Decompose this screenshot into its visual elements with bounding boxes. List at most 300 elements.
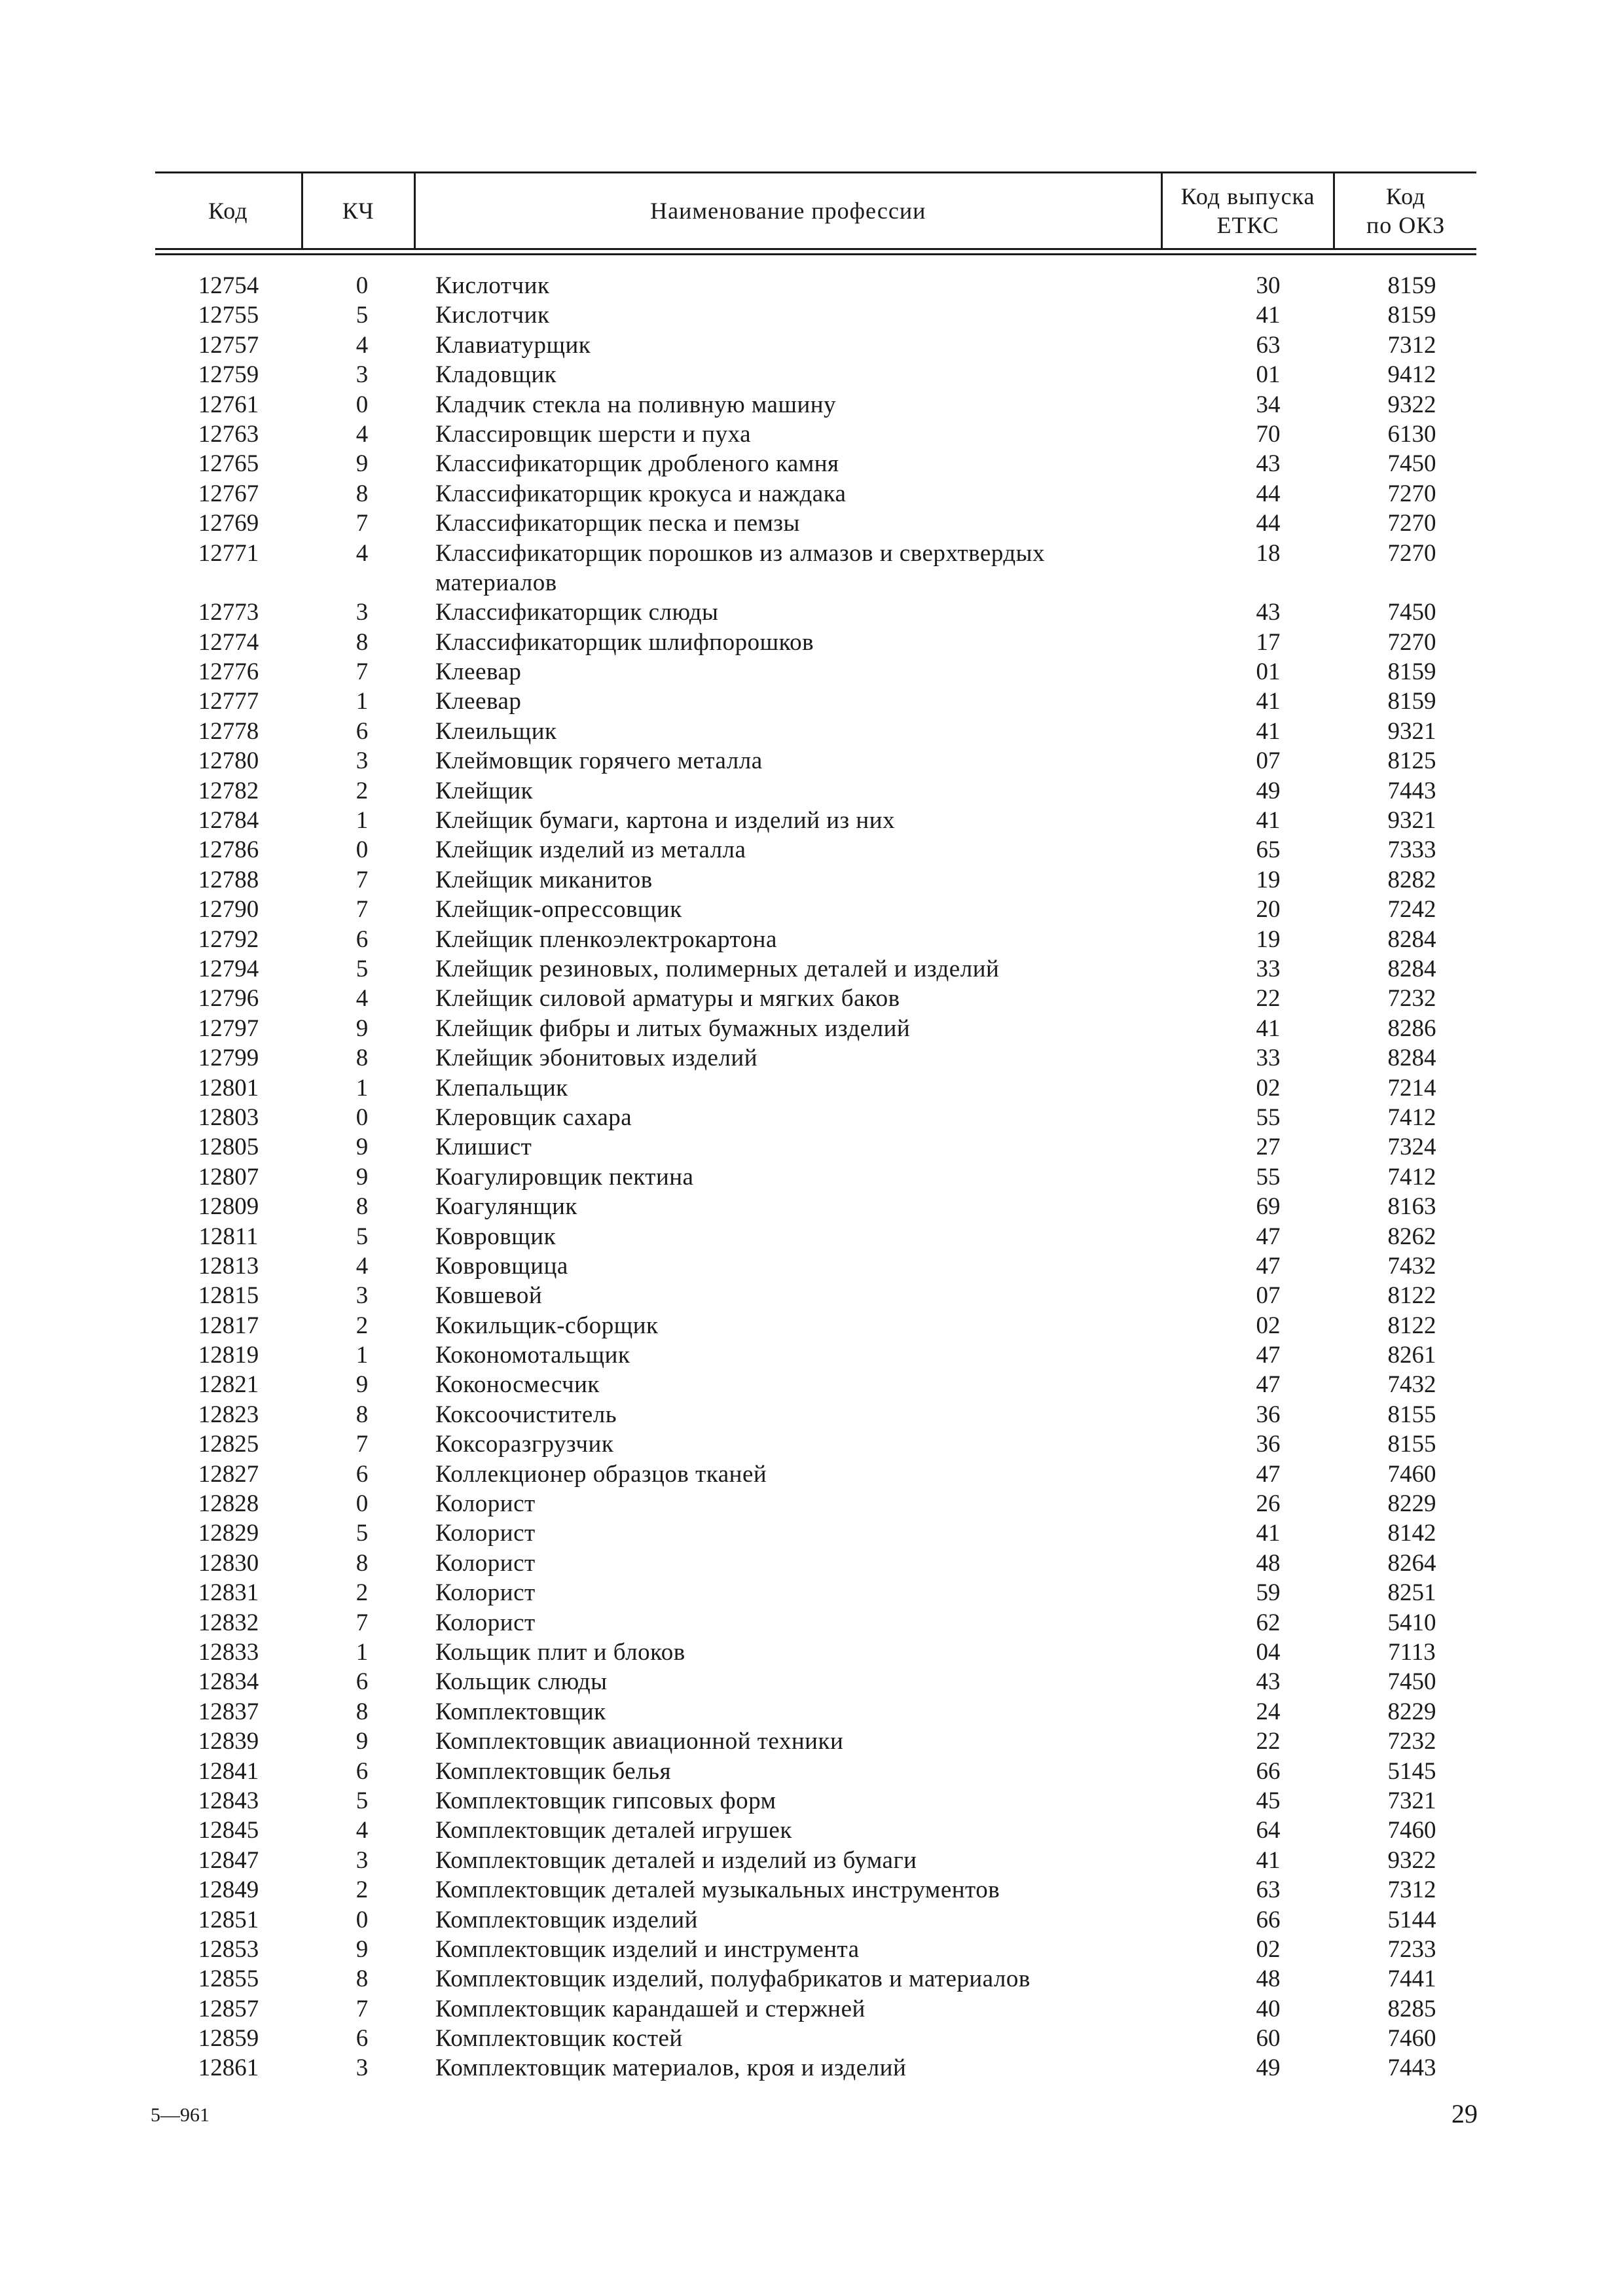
cell-okz: 8122 [1387, 1282, 1436, 1310]
cell-kch: 0 [356, 1906, 369, 1933]
cell-okz: 8262 [1387, 1223, 1436, 1250]
page-number: 29 [1451, 2099, 1478, 2128]
cell-code: 12777 [198, 688, 259, 715]
table-row [155, 657, 1476, 687]
cell-okz: 7460 [1387, 1817, 1436, 1844]
cell-code: 12815 [198, 1282, 259, 1310]
cell-code: 12754 [198, 272, 259, 299]
cell-etks: 36 [1256, 1401, 1281, 1428]
cell-etks: 36 [1256, 1431, 1281, 1458]
cell-kch: 3 [356, 747, 369, 775]
cell-okz: 9321 [1387, 717, 1436, 745]
cell-etks: 41 [1256, 688, 1281, 715]
cell-name: Классификаторщик шлифпорошков [435, 628, 814, 656]
cell-okz: 8282 [1387, 866, 1436, 893]
cell-etks: 27 [1256, 1134, 1281, 1161]
cell-code: 12759 [198, 361, 259, 389]
cell-etks: 45 [1256, 1787, 1281, 1814]
cell-code: 12847 [198, 1846, 259, 1874]
table-row [155, 1757, 1476, 1786]
table-row [155, 1727, 1476, 1756]
cell-name: Комплектовщик деталей музыкальных инструментов [435, 1876, 1000, 1904]
cell-okz: 8142 [1387, 1520, 1436, 1547]
header-kch: КЧ [301, 173, 414, 248]
cell-okz: 7443 [1387, 2054, 1436, 2082]
cell-code: 12811 [198, 1223, 259, 1250]
cell-okz: 8251 [1387, 1579, 1436, 1607]
cell-name: Кольщик слюды [435, 1668, 608, 1696]
cell-code: 12805 [198, 1134, 259, 1161]
cell-kch: 4 [356, 1817, 369, 1844]
table-row [155, 984, 1476, 1013]
cell-name: Комплектовщик гипсовых форм [435, 1787, 776, 1814]
cell-code: 12833 [198, 1638, 259, 1666]
cell-code: 12813 [198, 1252, 259, 1280]
cell-etks: 64 [1256, 1817, 1281, 1844]
cell-etks: 02 [1256, 1935, 1281, 1963]
cell-code: 12834 [198, 1668, 259, 1696]
cell-kch: 0 [356, 1103, 369, 1131]
cell-okz: 5144 [1387, 1906, 1436, 1933]
cell-etks: 01 [1256, 658, 1281, 686]
cell-kch: 7 [356, 896, 369, 924]
table-row [155, 746, 1476, 776]
table-row [155, 1549, 1476, 1578]
cell-etks: 22 [1256, 1728, 1281, 1755]
cell-etks: 01 [1256, 361, 1281, 389]
cell-code: 12853 [198, 1935, 259, 1963]
cell-okz: 7450 [1387, 1668, 1436, 1696]
table-row [155, 776, 1476, 806]
cell-kch: 1 [356, 688, 369, 715]
cell-okz: 7233 [1387, 1935, 1436, 1963]
cell-name: Клейщик миканитов [435, 866, 653, 893]
table-row [155, 1578, 1476, 1607]
cell-code: 12792 [198, 925, 259, 953]
cell-etks: 19 [1256, 925, 1281, 953]
cell-name: Комплектовщик авиационной техники [435, 1728, 844, 1755]
cell-code: 12767 [198, 480, 259, 507]
table-row [155, 954, 1476, 984]
cell-etks: 41 [1256, 717, 1281, 745]
cell-etks: 60 [1256, 2025, 1281, 2053]
table-row [155, 271, 1476, 300]
cell-etks: 26 [1256, 1490, 1281, 1518]
cell-etks: 22 [1256, 985, 1281, 1013]
cell-etks: 40 [1256, 1995, 1281, 2022]
table-row [155, 1400, 1476, 1429]
cell-name: Клейщик резиновых, полимерных деталей и изделий [435, 956, 1000, 982]
table-row [155, 1489, 1476, 1518]
cell-name: Клеровщик сахара [435, 1103, 632, 1131]
table-row [155, 806, 1476, 835]
cell-name: Колорист [435, 1490, 536, 1518]
table-row [155, 1429, 1476, 1459]
cell-okz: 8284 [1387, 956, 1436, 982]
cell-code: 12790 [198, 896, 259, 924]
cell-name: Клеевар [435, 688, 522, 715]
table-row [155, 835, 1476, 865]
cell-etks: 43 [1256, 450, 1281, 478]
cell-okz: 8155 [1387, 1401, 1436, 1428]
cell-etks: 59 [1256, 1579, 1281, 1607]
cell-okz: 7232 [1387, 985, 1436, 1013]
cell-name: Клейщик изделий из металла [435, 836, 746, 864]
cell-etks: 24 [1256, 1698, 1281, 1725]
cell-kch: 3 [356, 361, 369, 389]
cell-code: 12796 [198, 985, 259, 1013]
cell-etks: 66 [1256, 1906, 1281, 1933]
cell-okz: 7324 [1387, 1134, 1436, 1161]
header-okz-line1: Код [1385, 183, 1426, 209]
cell-code: 12773 [198, 599, 259, 626]
cell-kch: 8 [356, 1549, 369, 1577]
cell-code: 12761 [198, 391, 259, 418]
table-row [155, 1518, 1476, 1548]
cell-etks: 07 [1256, 747, 1281, 775]
cell-etks: 62 [1256, 1609, 1281, 1636]
cell-etks: 18 [1256, 539, 1281, 567]
cell-name: Комплектовщик изделий [435, 1906, 698, 1933]
cell-kch: 8 [356, 628, 369, 656]
cell-kch: 9 [356, 1014, 369, 1042]
cell-code: 12776 [198, 658, 259, 686]
table-row [155, 1043, 1476, 1073]
cell-name: Кольщик плит и блоков [435, 1638, 685, 1666]
cell-etks: 65 [1256, 836, 1281, 864]
cell-name: Коконосмесчик [435, 1371, 600, 1399]
table-row [155, 628, 1476, 657]
cell-code: 12809 [198, 1193, 259, 1221]
cell-name: Классификаторщик порошков из алмазов и сверхтвердых материалов [435, 539, 1046, 596]
table-row [155, 331, 1476, 360]
cell-name: Коксоразгрузчик [435, 1431, 614, 1458]
table-row [155, 1370, 1476, 1399]
table-row [155, 1608, 1476, 1638]
cell-kch: 1 [356, 1638, 369, 1666]
cell-name: Классификаторщик слюды [435, 599, 719, 626]
table-header-rule [155, 248, 1476, 255]
header-okz [1333, 173, 1476, 248]
cell-code: 12828 [198, 1490, 259, 1518]
cell-okz: 8163 [1387, 1193, 1436, 1221]
cell-etks: 20 [1256, 896, 1281, 924]
cell-kch: 0 [356, 272, 369, 299]
cell-name: Комплектовщик карандашей и стержней [435, 1995, 866, 2022]
cell-code: 12831 [198, 1579, 259, 1607]
cell-okz: 8264 [1387, 1549, 1436, 1577]
cell-name: Колорист [435, 1579, 536, 1607]
cell-code: 12755 [198, 302, 259, 329]
cell-kch: 4 [356, 539, 369, 567]
cell-name: Комплектовщик [435, 1698, 606, 1725]
table-row [155, 1905, 1476, 1935]
table-row [155, 1073, 1476, 1103]
cell-etks: 17 [1256, 628, 1281, 656]
cell-name: Комплектовщик изделий и инструмента [435, 1935, 860, 1963]
cell-kch: 9 [356, 1935, 369, 1963]
cell-kch: 7 [356, 510, 369, 537]
cell-kch: 8 [356, 1193, 369, 1221]
cell-kch: 0 [356, 391, 369, 418]
cell-kch: 3 [356, 1846, 369, 1874]
cell-code: 12769 [198, 510, 259, 537]
header-etks [1161, 173, 1333, 248]
cell-name: Клейщик эбонитовых изделий [435, 1045, 758, 1072]
cell-code: 12782 [198, 777, 259, 804]
cell-name: Комплектовщик изделий, полуфабрикатов и материалов [435, 1965, 1030, 1993]
cell-name: Комплектовщик белья [435, 1757, 672, 1785]
cell-code: 12786 [198, 836, 259, 864]
cell-etks: 41 [1256, 807, 1281, 834]
cell-etks: 69 [1256, 1193, 1281, 1221]
cell-okz: 8155 [1387, 1431, 1436, 1458]
cell-okz: 7270 [1387, 628, 1436, 656]
cell-okz: 8229 [1387, 1490, 1436, 1518]
cell-etks: 44 [1256, 510, 1281, 537]
cell-okz: 9322 [1387, 391, 1436, 418]
cell-etks: 30 [1256, 272, 1281, 299]
cell-kch: 9 [356, 450, 369, 478]
table-row [155, 1875, 1476, 1905]
cell-okz: 9321 [1387, 807, 1436, 834]
table-row [155, 2024, 1476, 2053]
table-row [155, 1667, 1476, 1696]
cell-code: 12817 [198, 1312, 259, 1339]
cell-okz: 8285 [1387, 1995, 1436, 2022]
cell-code: 12849 [198, 1876, 259, 1904]
cell-etks: 07 [1256, 1282, 1281, 1310]
table-row [155, 1281, 1476, 1310]
cell-kch: 2 [356, 1312, 369, 1339]
cell-etks: 47 [1256, 1371, 1281, 1399]
cell-code: 12821 [198, 1371, 259, 1399]
header-etks-line1: Код выпуска [1180, 183, 1315, 209]
cell-etks: 47 [1256, 1252, 1281, 1280]
cell-code: 12837 [198, 1698, 259, 1725]
cell-kch: 5 [356, 302, 369, 329]
cell-kch: 5 [356, 1787, 369, 1814]
table-row [155, 1697, 1476, 1727]
cell-okz: 7432 [1387, 1371, 1436, 1399]
cell-kch: 6 [356, 717, 369, 745]
cell-code: 12774 [198, 628, 259, 656]
table-row [155, 1340, 1476, 1370]
cell-etks: 41 [1256, 1520, 1281, 1547]
cell-name: Коагулянщик [435, 1193, 577, 1221]
cell-code: 12801 [198, 1074, 259, 1102]
cell-kch: 5 [356, 956, 369, 982]
cell-etks: 63 [1256, 331, 1281, 359]
cell-kch: 7 [356, 1431, 369, 1458]
cell-name: Клейщик пленкоэлектрокартона [435, 925, 777, 953]
table-row [155, 1103, 1476, 1132]
cell-etks: 19 [1256, 866, 1281, 893]
table-row [155, 1014, 1476, 1043]
cell-kch: 5 [356, 1223, 369, 1250]
cell-kch: 9 [356, 1728, 369, 1755]
cell-okz: 5145 [1387, 1757, 1436, 1785]
cell-kch: 6 [356, 925, 369, 953]
cell-code: 12851 [198, 1906, 259, 1933]
cell-okz: 8159 [1387, 272, 1436, 299]
cell-name: Клавиатурщик [435, 331, 591, 359]
table-row [155, 509, 1476, 538]
cell-okz: 6130 [1387, 420, 1436, 448]
cell-name: Комплектовщик деталей и изделий из бумаги [435, 1846, 917, 1874]
cell-okz: 8159 [1387, 688, 1436, 715]
table-row [155, 1460, 1476, 1489]
table-row [155, 1192, 1476, 1221]
cell-okz: 9412 [1387, 361, 1436, 389]
cell-name: Классификаторщик песка и пемзы [435, 510, 800, 537]
cell-name: Клеймовщик горячего металла [435, 747, 763, 775]
cell-etks: 63 [1256, 1876, 1281, 1904]
cell-okz: 7460 [1387, 1460, 1436, 1488]
cell-code: 12807 [198, 1163, 259, 1191]
cell-etks: 47 [1256, 1460, 1281, 1488]
cell-code: 12857 [198, 1995, 259, 2022]
cell-code: 12803 [198, 1103, 259, 1131]
header-etks-line2: ЕТКС [1216, 212, 1279, 238]
cell-code: 12845 [198, 1817, 259, 1844]
cell-kch: 1 [356, 1342, 369, 1369]
header-okz-line2: по ОКЗ [1366, 212, 1446, 238]
table-row [155, 360, 1476, 389]
cell-code: 12861 [198, 2054, 259, 2082]
cell-okz: 7412 [1387, 1103, 1436, 1131]
table-row [155, 1311, 1476, 1340]
cell-okz: 8122 [1387, 1312, 1436, 1339]
cell-etks: 41 [1256, 1014, 1281, 1042]
cell-okz: 8261 [1387, 1342, 1436, 1369]
cell-code: 12778 [198, 717, 259, 745]
cell-name: Коагулировщик пектина [435, 1163, 694, 1191]
cell-name: Классировщик шерсти и пуха [435, 420, 752, 448]
cell-name: Колорист [435, 1549, 536, 1577]
cell-etks: 41 [1256, 302, 1281, 329]
cell-name: Комплектовщик деталей игрушек [435, 1817, 792, 1844]
cell-okz: 7432 [1387, 1252, 1436, 1280]
cell-okz: 7214 [1387, 1074, 1436, 1102]
cell-name: Клеевар [435, 658, 522, 686]
cell-etks: 41 [1256, 1846, 1281, 1874]
cell-kch: 8 [356, 1965, 369, 1993]
header-code: Код [208, 198, 248, 224]
cell-etks: 70 [1256, 420, 1281, 448]
cell-name: Кладчик стекла на поливную машину [435, 391, 837, 418]
table-row [155, 1222, 1476, 1251]
printer-signature: 5—961 [151, 2104, 210, 2126]
cell-etks: 43 [1256, 599, 1281, 626]
cell-name: Ковровщик [435, 1223, 556, 1250]
cell-code: 12830 [198, 1549, 259, 1577]
table-row [155, 717, 1476, 746]
cell-kch: 3 [356, 1282, 369, 1310]
cell-etks: 47 [1256, 1223, 1281, 1250]
cell-name: Клейщик [435, 777, 534, 804]
cell-code: 12763 [198, 420, 259, 448]
cell-kch: 6 [356, 1460, 369, 1488]
cell-kch: 4 [356, 1252, 369, 1280]
table-row [155, 1132, 1476, 1162]
cell-etks: 43 [1256, 1668, 1281, 1696]
cell-etks: 55 [1256, 1103, 1281, 1131]
cell-name: Колорист [435, 1609, 536, 1636]
cell-kch: 3 [356, 2054, 369, 2082]
table-header [155, 173, 1476, 248]
cell-code: 12788 [198, 866, 259, 893]
cell-kch: 6 [356, 2025, 369, 2053]
cell-okz: 5410 [1387, 1609, 1436, 1636]
cell-etks: 02 [1256, 1312, 1281, 1339]
table-row [155, 479, 1476, 509]
cell-kch: 4 [356, 331, 369, 359]
cell-kch: 7 [356, 866, 369, 893]
table-row [155, 539, 1476, 598]
cell-name: Кислотчик [435, 272, 550, 299]
cell-kch: 2 [356, 1876, 369, 1904]
table-row [155, 2053, 1476, 2083]
cell-name: Кислотчик [435, 302, 550, 329]
cell-name: Коксоочиститель [435, 1401, 617, 1428]
cell-okz: 7312 [1387, 1876, 1436, 1904]
cell-okz: 7270 [1387, 510, 1436, 537]
cell-kch: 8 [356, 1045, 369, 1072]
table-row [155, 1786, 1476, 1816]
table-row [155, 1638, 1476, 1667]
table-row [155, 1816, 1476, 1845]
cell-kch: 6 [356, 1668, 369, 1696]
cell-name: Колорист [435, 1520, 536, 1547]
table-row [155, 598, 1476, 627]
header-name: Наименование профессии [414, 173, 1161, 248]
cell-code: 12794 [198, 956, 259, 982]
cell-code: 12823 [198, 1401, 259, 1428]
cell-name: Клепальщик [435, 1074, 568, 1102]
cell-kch: 7 [356, 1995, 369, 2022]
cell-etks: 33 [1256, 1045, 1281, 1072]
cell-okz: 8286 [1387, 1014, 1436, 1042]
cell-okz: 9322 [1387, 1846, 1436, 1874]
cell-code: 12797 [198, 1014, 259, 1042]
cell-kch: 2 [356, 777, 369, 804]
cell-kch: 0 [356, 1490, 369, 1518]
cell-etks: 66 [1256, 1757, 1281, 1785]
cell-okz: 7270 [1387, 539, 1436, 567]
cell-etks: 34 [1256, 391, 1281, 418]
cell-etks: 55 [1256, 1163, 1281, 1191]
cell-name: Клейщик силовой арматуры и мягких баков [435, 985, 900, 1013]
cell-okz: 7450 [1387, 450, 1436, 478]
cell-code: 12859 [198, 2025, 259, 2053]
cell-okz: 7460 [1387, 2025, 1436, 2053]
cell-name: Кладовщик [435, 361, 557, 389]
cell-kch: 8 [356, 1401, 369, 1428]
table-row [155, 1846, 1476, 1875]
cell-etks: 47 [1256, 1342, 1281, 1369]
cell-kch: 3 [356, 599, 369, 626]
table-row [155, 390, 1476, 420]
cell-etks: 49 [1256, 777, 1281, 804]
cell-name: Клейщик-опрессовщик [435, 896, 682, 924]
cell-name: Классификаторщик крокуса и наждака [435, 480, 847, 507]
cell-code: 12839 [198, 1728, 259, 1755]
cell-etks: 44 [1256, 480, 1281, 507]
cell-name: Ковровщица [435, 1252, 568, 1280]
cell-okz: 7232 [1387, 1728, 1436, 1755]
cell-kch: 8 [356, 1698, 369, 1725]
